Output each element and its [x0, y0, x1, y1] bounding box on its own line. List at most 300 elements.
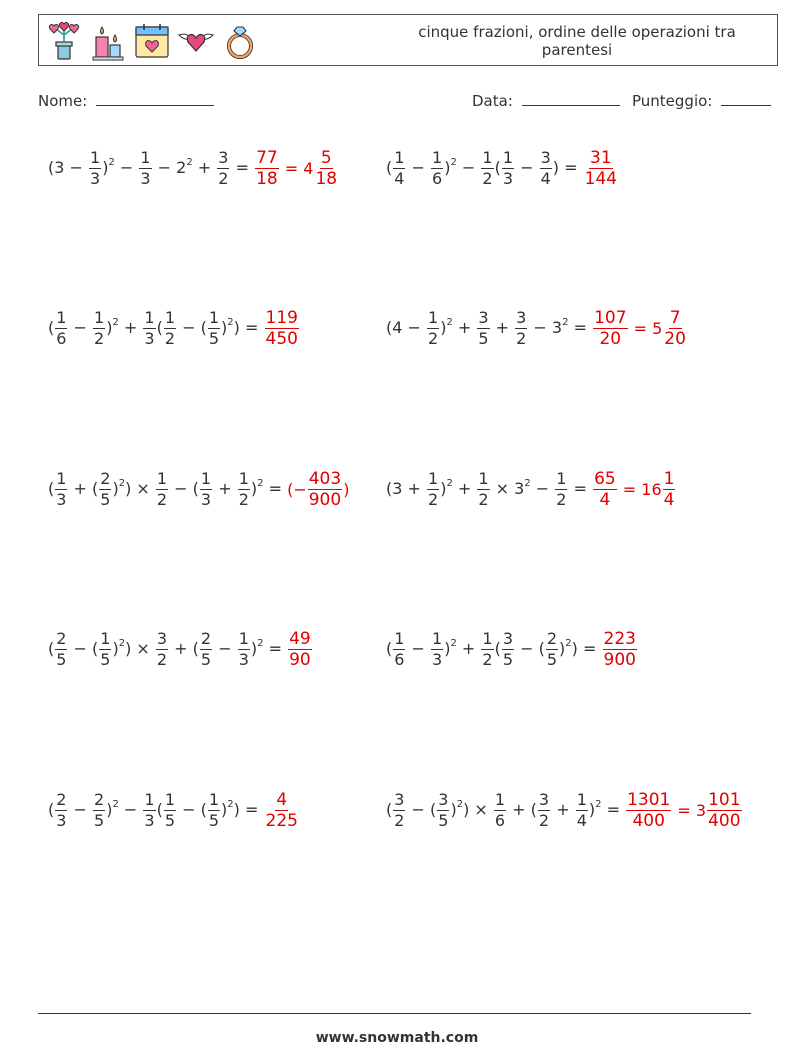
numerator: 1: [164, 790, 176, 809]
math-text: (: [48, 479, 55, 498]
denominator: 18: [256, 169, 278, 189]
problem-expression: [48, 791, 264, 830]
fraction: [437, 791, 449, 830]
math-text: − (: [177, 800, 207, 819]
math-text: (: [48, 800, 55, 819]
fraction: [593, 470, 617, 509]
exponent: 2: [446, 478, 453, 489]
denominator: 3: [200, 490, 212, 509]
math-text: (: [156, 800, 163, 819]
exponent: 2: [118, 638, 126, 649]
fraction: [427, 470, 439, 509]
denominator: 4: [599, 490, 611, 510]
problem-3: [48, 309, 300, 348]
date-blank: [522, 93, 620, 106]
denominator: 3: [140, 169, 151, 188]
math-text: =: [263, 639, 288, 658]
denominator: 4: [540, 169, 551, 188]
exponent: 2: [227, 799, 234, 810]
numerator: 1: [428, 469, 439, 488]
denominator: 2: [482, 650, 493, 669]
fraction: [481, 149, 493, 188]
math-text: + (: [68, 479, 99, 498]
problem-answer: [592, 309, 688, 348]
numerator: 3: [394, 790, 405, 809]
denominator: 3: [502, 169, 514, 188]
denominator: 5: [208, 811, 220, 830]
math-text: (3 −: [48, 158, 88, 177]
denominator: 2: [164, 329, 176, 348]
math-text: × 3: [490, 479, 525, 498]
math-text: +: [452, 479, 477, 498]
problem-2: [386, 149, 619, 188]
denominator: 3: [432, 650, 443, 669]
denominator: 2: [238, 490, 249, 509]
numerator: 1: [94, 308, 105, 327]
fraction: [626, 791, 671, 830]
numerator: 2: [56, 790, 67, 809]
numerator: 1: [238, 469, 249, 488]
denominator: 2: [478, 490, 489, 509]
math-text: −: [68, 800, 93, 819]
problem-expression: [386, 791, 625, 830]
math-text: ): [559, 639, 566, 658]
denominator: 400: [708, 811, 741, 831]
exponent: 2: [450, 157, 457, 168]
fraction: [143, 309, 155, 348]
numerator: 65: [594, 469, 616, 489]
problem-answer: [287, 470, 349, 509]
math-text: ): [112, 639, 119, 658]
denominator: 400: [632, 811, 665, 831]
fraction: [393, 630, 405, 669]
math-text: (: [156, 318, 163, 337]
math-text: +: [192, 158, 217, 177]
denominator: 4: [663, 490, 675, 510]
denominator: 6: [432, 169, 443, 188]
numerator: 1: [394, 148, 405, 167]
numerator: 1: [164, 308, 176, 327]
numerator: 2: [56, 629, 67, 648]
math-text: +: [118, 318, 143, 337]
denominator: 3: [56, 490, 67, 509]
problem-answer: [602, 630, 638, 669]
math-text: − (: [177, 318, 207, 337]
problem-10: [386, 791, 743, 830]
footer-divider: [38, 1013, 751, 1014]
exponent: 2: [112, 799, 119, 810]
math-text: −: [406, 639, 431, 658]
fraction: [538, 791, 550, 830]
denominator: 2: [516, 329, 527, 348]
denominator: 5: [438, 811, 449, 830]
fraction: [477, 470, 489, 509]
denominator: 3: [144, 811, 155, 830]
numerator: 5: [320, 148, 332, 168]
numerator: 3: [438, 790, 449, 809]
math-text: = 4: [279, 159, 314, 178]
math-text: ): [440, 479, 447, 498]
fraction: [314, 149, 338, 188]
denominator: 6: [494, 811, 506, 830]
math-text: − (: [68, 639, 99, 658]
exponent: 2: [118, 478, 126, 489]
problem-4: [386, 309, 688, 348]
problem-expression: [386, 470, 592, 509]
numerator: 3: [478, 308, 489, 327]
denominator: 2: [218, 169, 229, 188]
problem-answer: [264, 791, 300, 830]
denominator: 900: [603, 650, 636, 670]
score-field: [632, 92, 771, 110]
math-text: − (: [406, 800, 437, 819]
fraction: [200, 470, 212, 509]
math-text: ): [106, 800, 113, 819]
fraction: [93, 791, 105, 830]
numerator: 1: [56, 308, 67, 327]
denominator: 144: [584, 169, 618, 189]
fraction: [593, 309, 627, 348]
fraction: [576, 791, 588, 830]
problem-expression: [48, 630, 287, 669]
math-text: (: [494, 158, 501, 177]
header-icons: [45, 19, 259, 63]
fraction: [308, 470, 342, 509]
math-text: − 2: [152, 158, 187, 177]
numerator: 1: [200, 469, 212, 488]
math-text: ) ×: [463, 800, 493, 819]
math-text: ): [450, 800, 457, 819]
math-text: −: [406, 158, 431, 177]
numerator: 1: [144, 790, 155, 809]
numerator: 223: [603, 629, 636, 649]
problem-expression: [386, 630, 602, 669]
fraction: [217, 149, 229, 188]
problem-expression: [386, 149, 583, 188]
math-text: = 5: [628, 319, 663, 338]
name-label: Nome:: [38, 92, 88, 110]
math-text: −: [213, 639, 237, 658]
denominator: 3: [238, 650, 249, 669]
fraction: [431, 149, 443, 188]
name-field: [38, 92, 214, 110]
numerator: 1: [494, 790, 506, 809]
worksheet-title: cinque frazioni, ordine delle operazioni tra parentesi: [418, 23, 736, 59]
denominator: 20: [599, 329, 622, 349]
numerator: 1301: [627, 790, 671, 810]
numerator: 3: [538, 790, 550, 809]
fraction: [55, 470, 67, 509]
numerator: 1: [56, 469, 67, 488]
problem-1: [48, 149, 339, 188]
numerator: 3: [516, 308, 527, 327]
numerator: 3: [218, 148, 229, 167]
name-blank: [96, 93, 214, 106]
numerator: 3: [540, 148, 551, 167]
score-blank: [721, 93, 771, 106]
numerator: 1: [156, 469, 168, 488]
flower-pot-icon: [45, 21, 83, 61]
exponent: 2: [446, 317, 453, 328]
math-text: ): [444, 639, 451, 658]
numerator: 1: [663, 469, 675, 489]
numerator: 1: [432, 629, 443, 648]
denominator: 5: [100, 490, 111, 509]
numerator: 2: [100, 469, 111, 488]
problem-answer: [287, 630, 313, 669]
footer-site: www.snowmath.com: [315, 1030, 479, 1046]
math-text: ): [250, 479, 258, 498]
denominator: 5: [502, 650, 514, 669]
fraction: [164, 309, 176, 348]
numerator: 2: [200, 629, 212, 648]
numerator: 403: [308, 469, 342, 489]
numerator: 1: [100, 629, 111, 648]
problem-answer: [592, 470, 676, 509]
numerator: 4: [276, 790, 288, 810]
math-text: ): [106, 318, 113, 337]
denominator: 5: [200, 650, 212, 669]
fraction: [55, 630, 67, 669]
math-text: (4 −: [386, 318, 426, 337]
fraction: [707, 791, 741, 830]
math-text: −: [68, 318, 93, 337]
fraction: [238, 630, 250, 669]
fraction: [200, 630, 212, 669]
exponent: 2: [562, 317, 569, 328]
numerator: 1: [208, 308, 220, 327]
fraction: [143, 791, 155, 830]
fraction: [546, 630, 558, 669]
fraction: [156, 630, 168, 669]
math-text: = 16: [617, 480, 662, 499]
denominator: 3: [56, 811, 67, 830]
fraction: [89, 149, 101, 188]
math-text: +: [452, 318, 477, 337]
math-text: − 3: [528, 318, 563, 337]
math-text: −: [118, 800, 143, 819]
exponent: 2: [456, 799, 464, 810]
date-field: [472, 92, 620, 110]
math-text: (: [386, 158, 393, 177]
math-text: − (: [515, 639, 545, 658]
math-text: +: [213, 479, 237, 498]
fraction: [255, 149, 279, 188]
denominator: 5: [208, 329, 220, 348]
candles-icon: [89, 21, 127, 61]
math-text: ): [102, 158, 109, 177]
math-text: ): [588, 800, 596, 819]
numerator: 2: [94, 790, 105, 809]
fraction: [393, 791, 405, 830]
ring-icon: [221, 21, 259, 61]
exponent: 2: [112, 317, 119, 328]
math-text: ): [440, 318, 447, 337]
fraction: [393, 149, 405, 188]
winged-heart-icon: [177, 21, 215, 61]
date-label: Data:: [472, 92, 513, 110]
fraction: [156, 470, 168, 509]
fraction: [139, 149, 151, 188]
exponent: 2: [257, 478, 264, 489]
math-text: ) ×: [125, 639, 155, 658]
numerator: 1: [238, 629, 249, 648]
denominator: 6: [56, 329, 67, 348]
denominator: 900: [308, 490, 342, 510]
problem-6: [386, 470, 676, 509]
denominator: 5: [546, 650, 558, 669]
denominator: 3: [90, 169, 101, 188]
numerator: 31: [590, 148, 612, 168]
fraction: [265, 791, 299, 830]
math-text: +: [456, 639, 481, 658]
fraction: [663, 470, 676, 509]
denominator: 2: [482, 169, 493, 188]
math-text: =: [568, 318, 593, 337]
numerator: 1: [144, 308, 155, 327]
math-text: + (: [169, 639, 199, 658]
denominator: 5: [94, 811, 105, 830]
fraction: [540, 149, 552, 188]
exponent: 2: [186, 157, 193, 168]
numerator: 1: [140, 148, 151, 167]
fraction: [494, 791, 506, 830]
denominator: 18: [315, 169, 338, 189]
denominator: 5: [478, 329, 489, 348]
fraction: [663, 309, 687, 348]
math-text: −: [515, 158, 539, 177]
problem-9: [48, 791, 300, 830]
problem-5: [48, 470, 349, 509]
worksheet-header: [38, 14, 778, 66]
numerator: 3: [502, 629, 514, 648]
problem-expression: [48, 149, 254, 188]
numerator: 7: [669, 308, 681, 328]
math-text: ): [444, 158, 451, 177]
fraction: [99, 470, 111, 509]
math-text: ): [221, 318, 228, 337]
denominator: 2: [428, 329, 439, 348]
math-text: ) ×: [125, 479, 155, 498]
numerator: 1: [394, 629, 405, 648]
numerator: 1: [482, 148, 493, 167]
fraction: [164, 791, 176, 830]
denominator: 3: [144, 329, 155, 348]
math-text: +: [551, 800, 575, 819]
problem-answer: [254, 149, 339, 188]
numerator: 2: [546, 629, 558, 648]
math-text: ) =: [233, 318, 264, 337]
math-text: (: [386, 800, 393, 819]
problem-7: [48, 630, 313, 669]
numerator: 119: [265, 308, 298, 328]
fraction: [502, 630, 514, 669]
exponent: 2: [524, 478, 531, 489]
math-text: ): [221, 800, 228, 819]
math-text: − (: [169, 479, 199, 498]
exponent: 2: [565, 638, 572, 649]
calendar-heart-icon: [133, 21, 171, 61]
fraction: [208, 309, 220, 348]
denominator: 4: [576, 811, 587, 830]
fraction: [55, 309, 67, 348]
denominator: 2: [156, 650, 168, 669]
fraction: [55, 791, 67, 830]
fraction: [603, 630, 637, 669]
denominator: 2: [394, 811, 405, 830]
fraction: [427, 309, 439, 348]
fraction: [515, 309, 527, 348]
numerator: 1: [432, 148, 443, 167]
problem-answer: [264, 309, 300, 348]
math-text: (: [48, 318, 55, 337]
problem-expression: [386, 309, 592, 348]
math-text: (: [48, 639, 55, 658]
denominator: 90: [289, 650, 311, 670]
denominator: 450: [265, 329, 298, 349]
math-text: ): [343, 480, 350, 499]
exponent: 2: [595, 799, 602, 810]
numerator: 1: [428, 308, 439, 327]
math-text: ) =: [552, 158, 583, 177]
denominator: 5: [164, 811, 176, 830]
numerator: 1: [90, 148, 101, 167]
numerator: 1: [556, 469, 567, 488]
numerator: 101: [708, 790, 741, 810]
math-text: ) =: [233, 800, 264, 819]
math-text: ) =: [571, 639, 602, 658]
problem-answer: [583, 149, 619, 188]
denominator: 2: [94, 329, 105, 348]
math-text: ): [112, 479, 119, 498]
denominator: 5: [56, 650, 67, 669]
fraction: [238, 470, 250, 509]
fraction: [99, 630, 111, 669]
denominator: 20: [664, 329, 686, 349]
denominator: 2: [156, 490, 168, 509]
numerator: 1: [482, 629, 493, 648]
math-text: −: [456, 158, 481, 177]
exponent: 2: [450, 638, 457, 649]
denominator: 5: [100, 650, 111, 669]
denominator: 4: [394, 169, 405, 188]
numerator: 3: [156, 629, 168, 648]
fraction: [208, 791, 220, 830]
math-text: =: [263, 479, 288, 498]
fraction: [481, 630, 493, 669]
problem-8: [386, 630, 638, 669]
fraction: [265, 309, 299, 348]
math-text: = 3: [672, 801, 707, 820]
denominator: 6: [394, 650, 405, 669]
math-text: (: [386, 639, 393, 658]
denominator: 2: [428, 490, 439, 509]
math-text: =: [601, 800, 626, 819]
numerator: 107: [594, 308, 627, 328]
problem-expression: [48, 309, 264, 348]
numerator: 1: [576, 790, 587, 809]
math-text: (3 +: [386, 479, 426, 498]
fraction: [93, 309, 105, 348]
math-text: −: [530, 479, 555, 498]
fraction: [288, 630, 312, 669]
numerator: 77: [256, 148, 278, 168]
problem-answer: [625, 791, 742, 830]
exponent: 2: [227, 317, 234, 328]
exponent: 2: [257, 638, 264, 649]
denominator: 2: [538, 811, 550, 830]
numerator: 1: [208, 790, 220, 809]
